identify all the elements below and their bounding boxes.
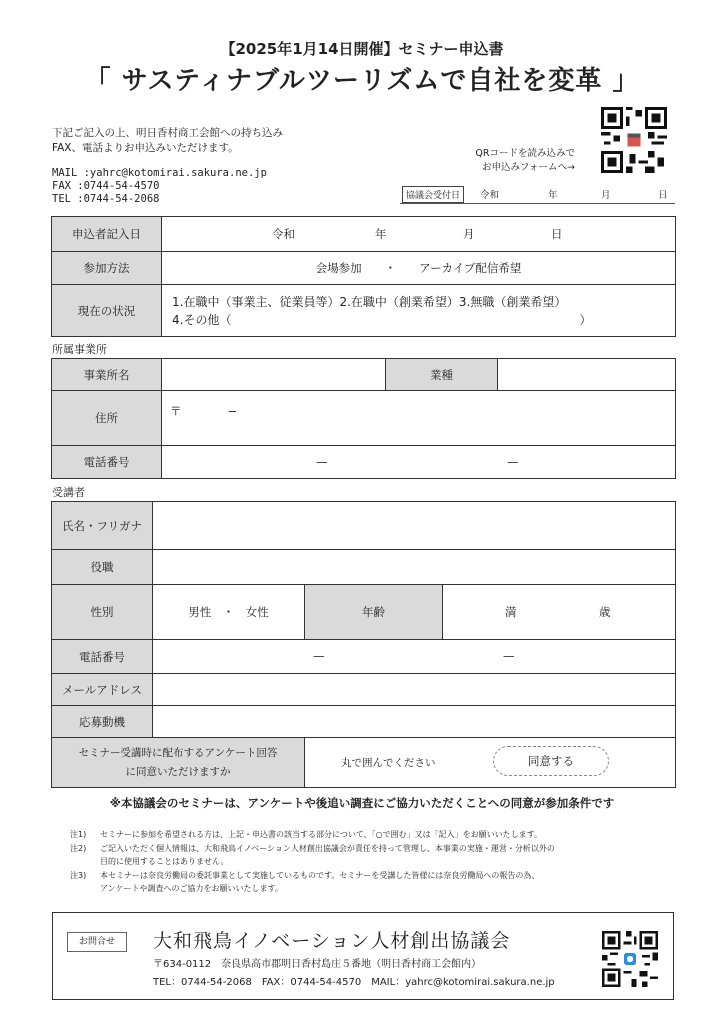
phone-dash-1: —	[316, 455, 328, 469]
gender-options[interactable]: 男性 ・ 女性	[153, 585, 305, 640]
consent-option[interactable]: 同意する	[493, 746, 609, 776]
office-name-label: 事業所名	[52, 359, 162, 391]
note-1	[70, 828, 670, 841]
attendee-table	[51, 501, 676, 788]
email-input[interactable]	[153, 674, 676, 706]
consent-label	[52, 738, 305, 788]
name-label: 氏名・フリガナ	[52, 502, 153, 550]
status-options[interactable]	[162, 285, 676, 337]
reception-era: 令和	[480, 190, 500, 201]
note-2-number: 注2)	[70, 844, 87, 853]
consent-field[interactable]	[305, 738, 676, 788]
method-options[interactable]: 会場参加 ・ アーカイブ配信希望	[162, 252, 676, 285]
qr-code-icon[interactable]	[602, 931, 658, 987]
date-label: 申込者記入日	[52, 217, 162, 252]
application-table	[51, 216, 676, 337]
reception-month[interactable]: 月	[601, 190, 611, 201]
date-field[interactable]	[162, 217, 676, 252]
consent-label-line-1: セミナー受講時に配布するアンケート回答	[78, 746, 278, 759]
footer-label: お問合せ	[67, 932, 127, 952]
address-label: 住所	[52, 391, 162, 446]
note-2-cont: 目的に使用することはありません。	[100, 857, 229, 866]
date-era: 令和	[272, 227, 295, 241]
email-label: メールアドレス	[52, 674, 153, 706]
attendee-phone-dash-2: —	[503, 649, 515, 663]
office-section-title: 所属事業所	[52, 343, 107, 356]
industry-input[interactable]	[498, 359, 676, 391]
position-label: 役職	[52, 550, 153, 585]
postal-mark: 〒 −	[170, 404, 238, 418]
age-prefix: 満	[505, 605, 517, 619]
participation-condition: ※本協議会のセミナーは、アンケートや後追い調査にご協力いただくことへの同意が参加条件です	[109, 796, 615, 810]
method-label: 参加方法	[52, 252, 162, 285]
org-address: 〒634-0112 奈良県高市郡明日香村島庄５番地（明日香村商工会館内）	[153, 959, 482, 970]
qr-note-line-1: QRコードを読み込みで	[475, 148, 575, 159]
motive-input[interactable]	[153, 706, 676, 738]
note-1-number: 注1)	[70, 830, 87, 839]
contact-tel: TEL :0744-54-2068	[52, 193, 160, 205]
attendee-section-title: 受講者	[52, 486, 85, 499]
position-input[interactable]	[153, 550, 676, 585]
org-contact: TEL：0744-54-2068 FAX：0744-54-4570 MAIL：yahrc@kotomirai.sakura.ne.jp	[153, 977, 555, 988]
office-table	[51, 358, 676, 479]
note-3	[70, 869, 670, 895]
note-2	[70, 842, 670, 868]
status-line-1: 1.在職中（事業主、従業員等）2.在職中（創業希望）3.無職（創業希望）	[172, 294, 567, 309]
title-small: 【2025年1月14日開催】セミナー申込書	[220, 40, 504, 58]
consent-label-line-2: に同意いただけますか	[125, 765, 231, 778]
consent-instruction: 丸で囲んでください	[341, 757, 436, 769]
intro-line-1: 下記ご記入の上、明日香村商工会館への持ち込み	[52, 127, 283, 139]
date-day: 日	[551, 227, 563, 241]
attendee-phone-input[interactable]	[153, 640, 676, 674]
office-phone-label: 電話番号	[52, 446, 162, 479]
note-2-text: ご記入いただく個人情報は、大和飛鳥イノベーション人材創出協議会が責任を持って管理し、本事業の実施・運営・分析以外の	[100, 844, 555, 853]
note-3-cont: アンケートや調査へのご協力をお願いいたします。	[100, 884, 283, 893]
intro-line-2: FAX、電話よりお申込みいただけます。	[52, 142, 239, 154]
motive-label: 応募動機	[52, 706, 153, 738]
office-phone-input[interactable]	[162, 446, 676, 479]
reception-label: 協議会受付日	[402, 186, 464, 203]
gender-label: 性別	[52, 585, 153, 640]
age-label: 年齢	[305, 585, 443, 640]
note-3-number: 注3)	[70, 871, 87, 880]
contact-fax: FAX :0744-54-4570	[52, 180, 160, 192]
office-name-input[interactable]	[162, 359, 386, 391]
name-input[interactable]	[153, 502, 676, 550]
status-label: 現在の状況	[52, 285, 162, 337]
age-input[interactable]	[443, 585, 676, 640]
page-title: 「 サスティナブルツーリズムで自社を変革 」	[84, 66, 640, 96]
qr-note-line-2: お申込みフォームへ→	[482, 162, 575, 173]
contact-mail: MAIL :yahrc@kotomirai.sakura.ne.jp	[52, 167, 267, 179]
reception-date	[400, 184, 675, 204]
date-month: 月	[463, 227, 475, 241]
phone-dash-2: —	[507, 455, 519, 469]
reception-day[interactable]: 日	[658, 190, 668, 201]
qr-code-icon[interactable]	[601, 107, 667, 173]
industry-label: 業種	[386, 359, 498, 391]
note-1-text: セミナーに参加を希望される方は、上記・申込書の該当する部分について、「○で囲む」又は「記入」をお願いいたします。	[100, 830, 543, 839]
attendee-phone-dash-1: —	[313, 649, 325, 663]
attendee-phone-label: 電話番号	[52, 640, 153, 674]
address-input[interactable]	[162, 391, 676, 446]
org-name: 大和飛鳥イノベーション人材創出協議会	[153, 930, 511, 952]
qr-note	[455, 147, 575, 175]
note-3-text: 本セミナーは奈良労働局の委託事業として実施しているものです。セミナーを受講した皆様には奈良労働局への報告の為、	[100, 871, 540, 880]
date-year: 年	[375, 227, 387, 241]
status-line-2: 4.その他（ ）	[172, 312, 592, 327]
reception-year[interactable]: 年	[548, 190, 558, 201]
age-unit: 歳	[599, 605, 611, 619]
